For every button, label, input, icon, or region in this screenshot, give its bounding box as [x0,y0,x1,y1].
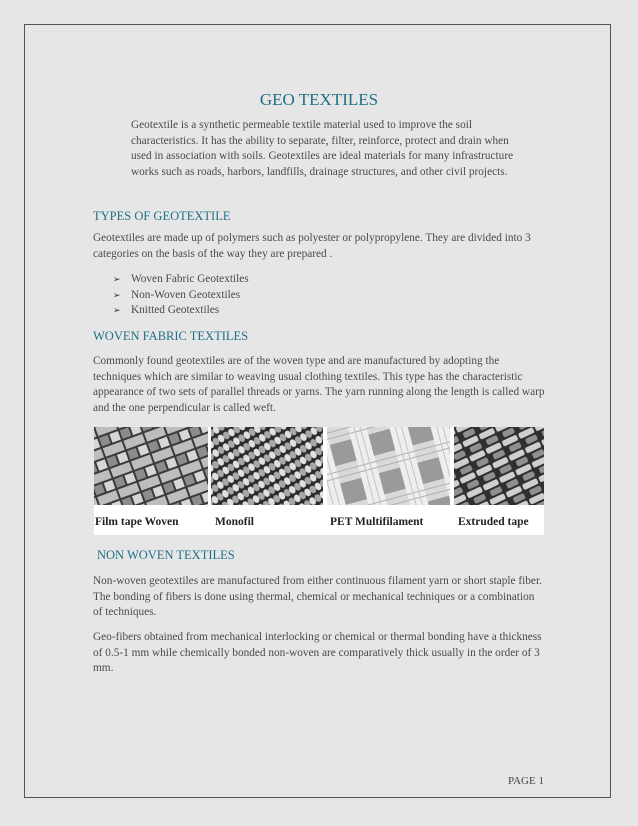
caption-monofil: Monofil [215,516,254,528]
page-number: PAGE 1 [508,775,544,787]
pet-multifilament-image [327,427,450,505]
nonwoven-paragraph-2: Geo-fibers obtained from mechanical interlocking or chemical or thermal bonding have a thickness of 0.5-1 mm while chemically bonded non-woven are comparatively thick usually in the order of 3 mm. [93,631,542,675]
types-heading: TYPES OF GEOTEXTILE [93,209,231,223]
caption-film-tape-woven: Film tape Woven [95,516,179,528]
intro-paragraph: Geotextile is a synthetic permeable textile material used to improve the soil characteristics. It has the ability to separate, filter, reinforce, protect and drain when used in association with soils. Geotextiles are ideal materials for many infrastructure works such as roads, harbors, landfills, drainage structures, and other civil projects. [131,119,514,178]
woven-heading: WOVEN FABRIC TEXTILES [93,329,249,343]
monofil-image [211,427,323,505]
caption-pet-multifilament: PET Multifilament [330,516,424,528]
list-item: ➢ Knitted Geotextiles [113,303,249,319]
nonwoven-heading: NON WOVEN TEXTILES [97,548,235,562]
types-paragraph: Geotextiles are made up of polymers such as polyester or polypropylene. They are divided into 3 categories on the basis of the way they are prepared . [93,232,531,260]
caption-extruded-tape: Extruded tape [458,516,529,528]
arrowhead-bullet-icon: ➢ [113,289,121,300]
arrowhead-bullet-icon: ➢ [113,305,121,315]
list-item: ➢ Woven Fabric Geotextiles [113,272,249,288]
nonwoven-paragraph-1: Non-woven geotextiles are manufactured from either continuous filament yarn or short staple fiber. The bonding of fibers is done using thermal, chemical or mechanical techniques or a combination of techniques. [93,575,542,619]
arrowhead-bullet-icon: ➢ [113,274,121,284]
woven-types-figure [94,427,544,535]
page-title: GEO TEXTILES [259,90,379,109]
extruded-tape-image [454,427,544,505]
woven-paragraph: Commonly found geotextiles are of the woven type and are manufactured by adopting the techniques which are similar to weaving usual clothing textiles. This type has the characteristic appearance of two sets of parallel threads or yarns. The yarn running along the length is called warp and the one perpendicular is called weft. [93,355,545,414]
types-list [113,272,249,319]
list-item: ➢ Non-Woven Geotextiles [113,288,249,304]
film-tape-woven-image [94,427,208,505]
